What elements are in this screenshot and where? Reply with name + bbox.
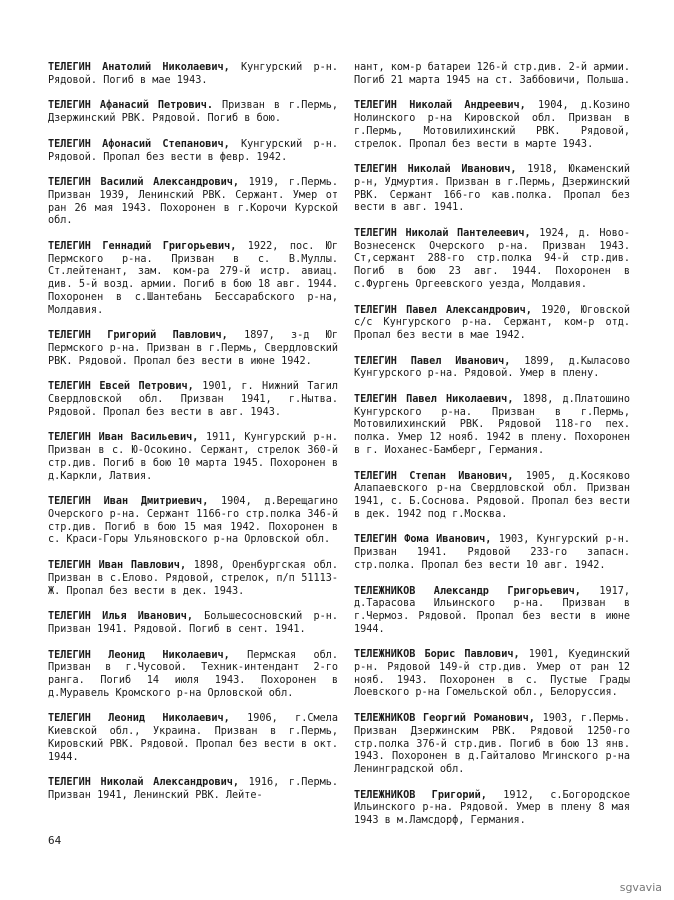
entry-text: 1906, г.Смела Киевской обл., Украина. Призван в г.Пермь, Кировский РВК. Рядовой. Пропал без вести в окт. 1944.: [48, 713, 339, 763]
entry-name: ТЕЛЕЖНИКОВ Борис Павлович,: [354, 649, 520, 661]
entry-text: 1898, д.Платошино Кунгурского р-на. Призван в г.Пермь, Мотовилихинский РВК. Рядовой 118-го пех. полка. Умер 12 нояб. 1942 в плену. Похоронен в г. Иоханес-Бамберг, Германия.: [354, 394, 630, 456]
entry: [48, 381, 338, 419]
entry-name: ТЕЛЕГИН Николай Иванович,: [354, 164, 517, 176]
entry-name: ТЕЛЕГИН Григорий Павлович,: [48, 330, 228, 342]
entry-name: ТЕЛЕГИН Павел Александрович,: [354, 304, 532, 316]
entry-name: ТЕЛЕЖНИКОВ Александр Григорьевич,: [354, 585, 581, 597]
entry-name: ТЕЛЕЖНИКОВ Георгий Романович,: [354, 713, 535, 725]
entry: [48, 241, 338, 317]
entry: [354, 164, 630, 215]
entry-text: 1917, д.Тарасова Ильинского р-на. Призван в г.Чермоз. Рядовой. Пропал без вести в июне 1944.: [354, 585, 631, 635]
entry-text: 1911, Кунгурский р-н. Призван в с. Ю-Осокино. Сержант, стрелок 360-й стр.див. Погиб в бою 10 марта 1945. Похоронен в д.Каркли, Латвия.: [48, 432, 338, 482]
entry-name: ТЕЛЕГИН Степан Иванович,: [354, 470, 514, 482]
entry-name: ТЕЛЕГИН Иван Васильевич,: [48, 432, 199, 444]
entry-text: Большесосновский р-н. Призван 1941. Рядовой. Погиб в сент. 1941.: [48, 611, 339, 635]
entry-name: ТЕЛЕГИН Илья Иванович,: [48, 611, 193, 623]
entry-name: ТЕЛЕГИН Павел Иванович,: [354, 355, 511, 367]
entry-name: ТЕЛЕГИН Василий Александрович,: [48, 177, 239, 189]
entry: [354, 649, 630, 700]
entry-text: 1922, пос. Юг Пермского р-на. Призван в с. В.Муллы. Ст.лейтенант, зам. ком-ра 279-й истр. авиац. див. 5-й возд. армии. Погиб в бою 18 авг. 1944. Похоронен в с.Шантебань Бессарабского р-на, Молдавия.: [48, 241, 338, 316]
entry-text: 1919, г.Пермь. Призван 1939, Ленинский РВК. Сержант. Умер от ран 26 мая 1943. Похоронен в г.Корочи Курской обл.: [48, 177, 339, 227]
entry: [354, 356, 630, 381]
entry-text: 1904, д.Козино Нолинского р-на Кировской обл. Призван в г.Пермь, Мотовилихинский РВК. Рядовой, стрелок. Пропал без вести в марте 1943.: [354, 100, 630, 150]
entry-text: 1920, Юговской с/с Кунгурского р-на. Сержант, ком-р отд. Пропал без вести в мае 1942.: [354, 304, 630, 341]
entry: [354, 305, 630, 343]
entry-text: 1918, Юкаменский р-н, Удмуртия. Призван в г.Пермь, Дзержинский РВК. Сержант 166-го кав.полка. Пропал без вести в авг. 1941.: [354, 164, 631, 214]
entry: [354, 62, 630, 87]
entry-name: ТЕЛЕГИН Леонид Николаевич,: [48, 713, 230, 725]
entry-text: 1899, д.Кыласово Кунгурского р-на. Рядовой. Умер в плену.: [354, 355, 630, 380]
entry-name: ТЕЛЕГИН Николай Александрович,: [48, 777, 239, 789]
entry: [354, 100, 630, 151]
entry-name: ТЕЛЕГИН Анатолий Николаевич,: [48, 62, 230, 73]
entry: [48, 713, 338, 764]
entry-text: 1901, Куединский р-н. Рядовой 149-й стр.див. Умер от ран 12 нояб. 1943. Похоронен в с. Пустые Грады Лоевского р-на Гомельской обл., Белоруссия.: [354, 649, 630, 699]
entry-text: 1903, Кунгурский р-н. Призван 1941. Рядовой 233-го запасн. стр.полка. Пропал без вести 10 авг. 1942.: [354, 534, 630, 571]
entry: [48, 611, 338, 636]
left-column: [48, 62, 338, 816]
entry-text: Кунгурский р-н. Рядовой. Пропал без вести в февр. 1942.: [48, 138, 338, 163]
entry-name: ТЕЛЕГИН Иван Дмитриевич,: [48, 496, 209, 508]
entry-text: 1912, с.Богородское Ильинского р-на. Рядовой. Умер в плену 8 мая 1943 в м.Ламсдорф, Германия.: [354, 789, 630, 827]
entry-text: 1897, з-д Юг Пермского р-на. Призван в г.Пермь, Свердловский РВК. Рядовой. Пропал без вести в июне 1942.: [48, 330, 338, 367]
entry: [354, 534, 630, 572]
watermark: sgvavia: [619, 881, 662, 894]
entry-text: 1924, д. Ново-Вознесенск Очерского р-на. Призван 1943. Ст,сержант 288-го стр.полка 94-й стр.див. Погиб в бою 23 авг. 1944. Похоронен в с.Фургень Оргеевского уезда, Молдавия.: [354, 228, 630, 290]
entry-name: ТЕЛЕГИН Фома Иванович,: [354, 534, 492, 546]
entry: [48, 777, 338, 802]
entry: [354, 471, 630, 522]
entry-name: ТЕЛЕГИН Геннадий Григорьевич,: [48, 241, 237, 253]
entry: [48, 177, 338, 228]
entry: [48, 62, 338, 87]
entry-name: ТЕЛЕГИН Павел Николаевич,: [354, 394, 514, 406]
entry-text: 1916, г.Пермь. Призван 1941, Ленинский РВК. Лейте-: [48, 777, 339, 801]
entry-name: ТЕЛЕГИН Евсей Петрович,: [48, 381, 194, 393]
entry-text: 1904, д.Верещагино Очерского р-на. Сержант 1166-го стр.полка 346-й стр.див. Погиб в бою 15 мая 1942. Похоронен в с. Краси-Горы Ульяновского р-на Орловской обл.: [48, 496, 338, 546]
entry: [48, 560, 338, 598]
entry: [48, 432, 338, 483]
entry-name: ТЕЛЕГИН Николай Андреевич,: [354, 100, 526, 112]
entry: [354, 394, 630, 458]
entry: [354, 586, 630, 637]
entry-name: ТЕЛЕГИН Леонид Николаевич,: [48, 649, 230, 661]
entry: [48, 496, 338, 547]
entry: [354, 713, 630, 777]
entry: [48, 330, 338, 368]
entry-name: ТЕЛЕГИН Иван Павлович,: [48, 560, 187, 572]
entry: [354, 790, 630, 828]
entry-name: ТЕЛЕГИН Афанасий Петрович.: [48, 100, 214, 112]
entry-text: 1905, д.Косяково Алапаевского р-на Свердловской обл. Призван 1941, с. Б.Соснова. Рядовой. Пропал без вести в дек. 1942 под г.Москва.: [354, 470, 631, 520]
right-column: [354, 62, 630, 841]
entry: [48, 100, 338, 125]
entry-text: Призван в г.Пермь, Дзержинский РВК. Рядовой. Погиб в бою.: [48, 100, 338, 125]
entry-name: ТЕЛЕГИН Афонасий Степанович,: [48, 138, 230, 150]
entry-name: ТЕЛЕГИН Николай Пантелеевич,: [354, 228, 531, 240]
entry: [48, 650, 338, 701]
entry-name: ТЕЛЕЖНИКОВ Григорий,: [354, 789, 487, 801]
entry-text: 1903, г.Пермь. Призван Дзержинским РВК. Рядовой 1250-го стр.полка 376-й стр.див. Погиб в бою 13 янв. 1943. Похоронен в д.Гайталово Мгинского р-на Ленинградской обл.: [354, 713, 631, 775]
entry-text: нант, ком-р батареи 126-й стр.див. 2-й армии. Погиб 21 марта 1945 на ст. Заббовичи, Польша.: [354, 62, 631, 86]
entry-text: Пермская обл. Призван в г.Чусовой. Техник-интендант 2-го ранга. Погиб 14 июля 1943. Похоронен в д.Муравель Кромского р-на Орловской обл.: [48, 649, 339, 699]
entry-text: 1898, Оренбургская обл. Призван в с.Елово. Рядовой, стрелок, п/п 51113-Ж. Пропал без вести в дек. 1943.: [48, 560, 338, 597]
entry: [354, 228, 630, 292]
entry-text: 1901, г. Нижний Тагил Свердловской обл. Призван 1941, г.Нытва. Рядовой. Пропал без вести в авг. 1943.: [48, 381, 338, 418]
entry: [48, 139, 338, 164]
page-number: 64: [48, 834, 62, 847]
entry-text: Кунгурский р-н. Рядовой. Погиб в мае 1943.: [48, 62, 338, 86]
